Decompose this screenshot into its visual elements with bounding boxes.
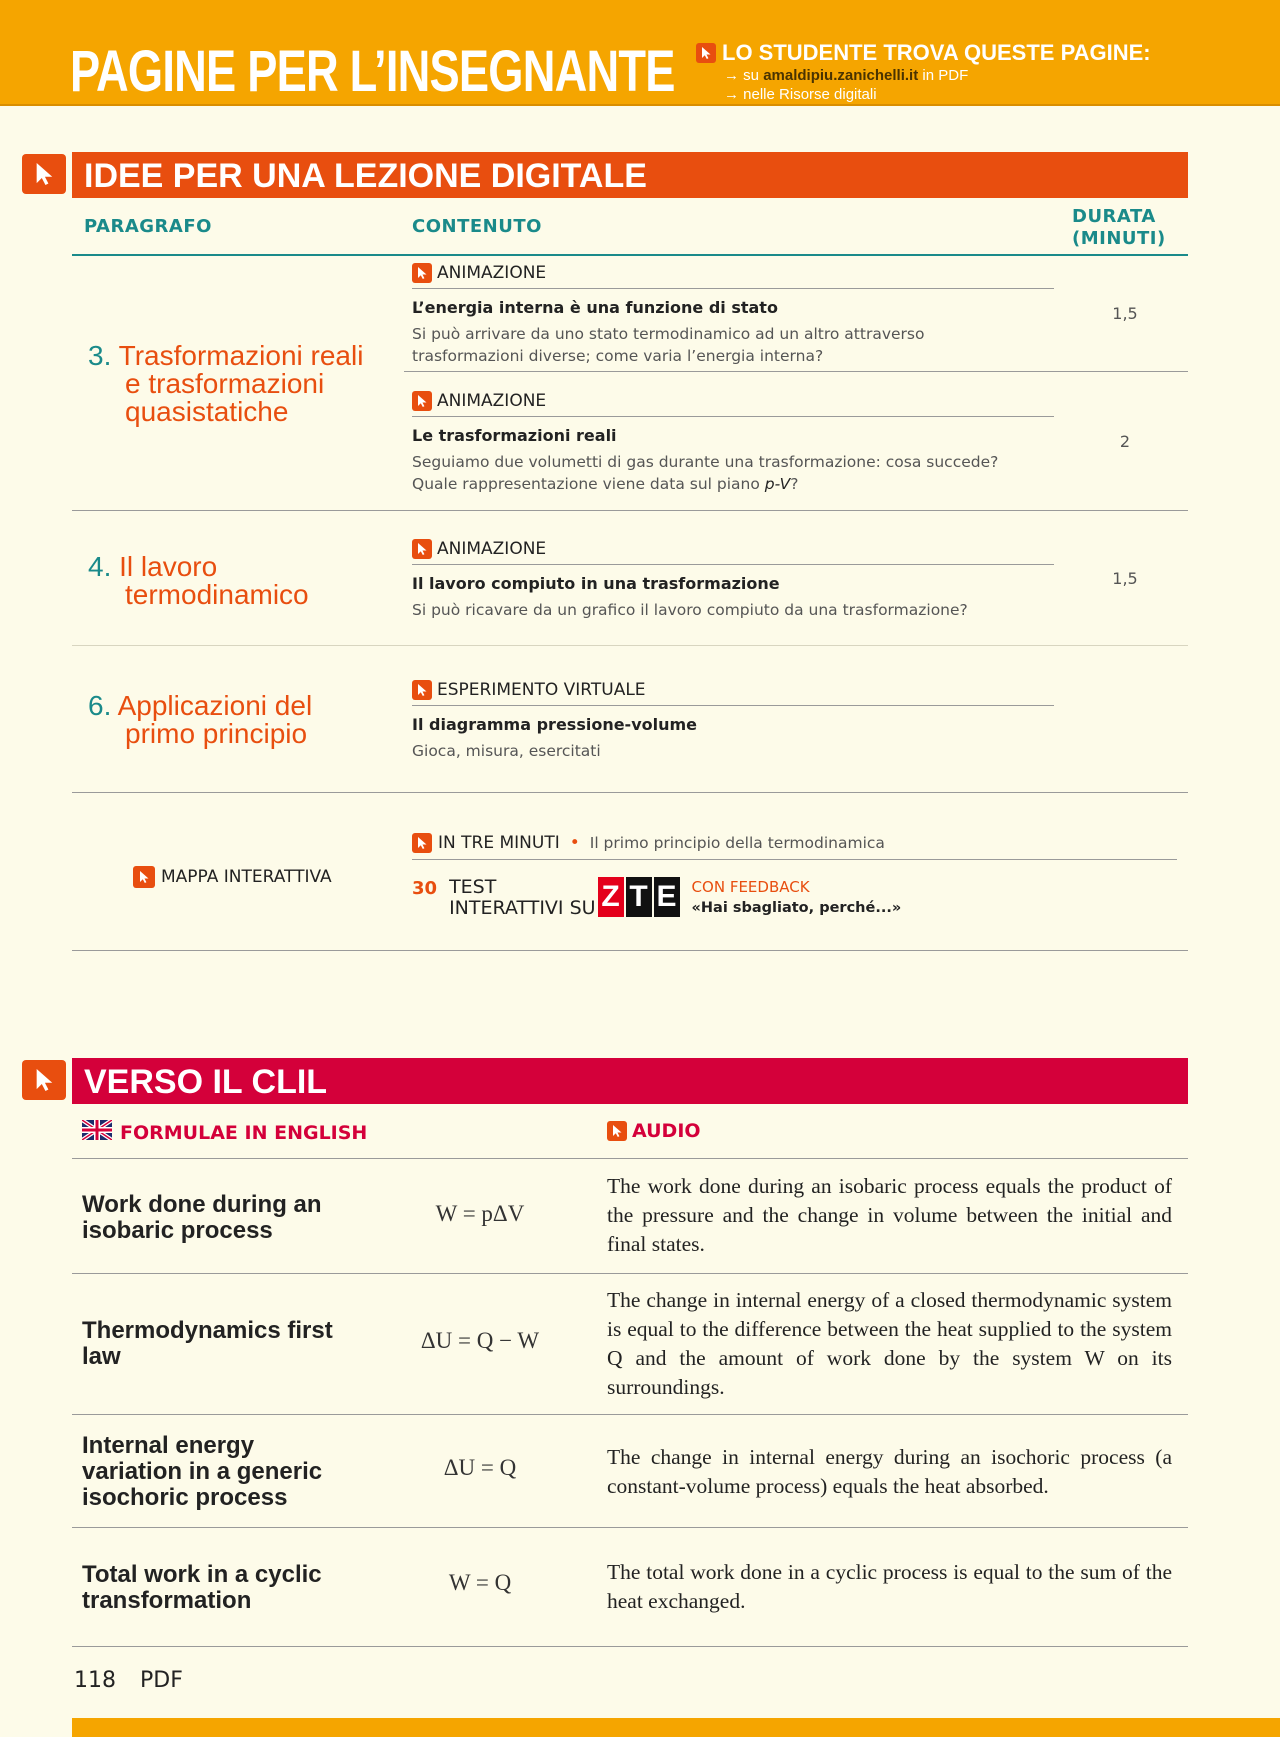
resource-title[interactable]: L’energia interna è una funzione di stato	[412, 298, 778, 317]
cursor-icon	[133, 866, 155, 888]
clil-formula: W = Q	[448, 1570, 512, 1595]
page-footer	[74, 1668, 183, 1693]
row-divider	[72, 1414, 1188, 1415]
row-divider	[72, 1527, 1188, 1528]
tests-count: 30	[412, 878, 438, 899]
cursor-icon	[607, 1121, 627, 1141]
uk-flag-icon	[82, 1120, 112, 1145]
interactive-map-link[interactable]: MAPPA INTERATTIVA	[133, 866, 332, 888]
row-divider	[72, 510, 1188, 511]
resource-type-animation[interactable]: ANIMAZIONE	[412, 263, 1054, 289]
row-divider	[72, 792, 1188, 793]
clil-description: The change in internal energy during an isochoric process (a constant-volume process) equals the heat absorbed.	[607, 1445, 1172, 1498]
clil-formula: ΔU = Q − W	[420, 1328, 540, 1353]
banner-title: PAGINE PER L’INSEGNANTE	[70, 39, 675, 104]
clil-description: The total work done in a cyclic process is equal to the sum of the heat exchanged.	[607, 1560, 1172, 1613]
zte-logo: Z T E	[598, 877, 680, 917]
col-header-duration: DURATA (MINUTI)	[1072, 206, 1166, 249]
header-divider	[72, 254, 1188, 256]
resource-description: Si può ricavare da un grafico il lavoro compiuto da una trasformazione?	[412, 601, 968, 619]
paragraph-4[interactable]: 4. Il lavoro termodinamico	[88, 551, 309, 610]
student-heading: LO STUDENTE TROVA QUESTE PAGINE:	[722, 40, 1151, 65]
clil-cursor-icon	[22, 1060, 66, 1100]
duration-value: 1,5	[1112, 569, 1138, 588]
site-link[interactable]: amaldipiu.zanichelli.it	[763, 67, 919, 84]
resource-description: Seguiamo due volumetti di gas durante una trasformazione: cosa succede? Quale rappresentazione viene data sul piano p-V?	[412, 453, 999, 493]
clil-description: The work done during an isobaric process equals the product of the pressure and the change in volume between the initial and final states.	[607, 1174, 1172, 1256]
student-line-site: → su amaldipiu.zanichelli.it in PDF	[724, 67, 969, 84]
cursor-icon	[412, 263, 432, 283]
col-header-paragraph: PARAGRAFO	[84, 216, 212, 237]
clil-term: Thermodynamics first law	[82, 1317, 333, 1370]
row-divider	[72, 950, 1188, 951]
resource-title[interactable]: Il lavoro compiuto in una trasformazione	[412, 574, 780, 593]
resource-type-animation[interactable]: ANIMAZIONE	[412, 391, 1054, 417]
student-info	[696, 40, 1151, 104]
paragraph-3[interactable]: 3. Trasformazioni reali e trasformazioni quasistatiche	[88, 340, 364, 427]
page-number: 118	[74, 1668, 116, 1693]
paragraph-6[interactable]: 6. Applicazioni del primo principio	[88, 690, 313, 749]
resource-title[interactable]: Le trasformazioni reali	[412, 426, 617, 445]
cursor-icon	[412, 833, 432, 853]
resource-title[interactable]: Il diagramma pressione-volume	[412, 715, 698, 734]
clil-description: The change in internal energy of a closed thermodynamic system is equal to the difference between the heat supplied to the system Q and the amount of work done by the system W on its surroundings.	[607, 1288, 1172, 1399]
clil-term: Work done during an isobaric process	[82, 1191, 322, 1244]
student-line-resources: → nelle Risorse digitali	[724, 86, 877, 103]
clil-term: Total work in a cyclic transformation	[82, 1561, 322, 1614]
clil-formula: W = pΔV	[435, 1201, 525, 1226]
resource-type-animation[interactable]: ANIMAZIONE	[412, 539, 1054, 565]
cursor-icon	[696, 43, 716, 63]
pdf-label: PDF	[140, 1668, 183, 1693]
row-divider	[72, 1158, 1188, 1159]
digital-lesson-title: IDEE PER UNA LEZIONE DIGITALE	[72, 152, 1188, 198]
duration-value: 1,5	[1112, 304, 1138, 323]
clil-term: Internal energy variation in a generic isochoric process	[82, 1432, 323, 1511]
cursor-icon	[412, 391, 432, 411]
three-minutes-link[interactable]: IN TRE MINUTI • Il primo principio della termodinamica	[412, 833, 1177, 860]
row-divider	[72, 1646, 1188, 1647]
cursor-icon	[412, 680, 432, 700]
digital-lesson-cursor-icon	[22, 154, 66, 194]
clil-title: VERSO IL CLIL	[72, 1058, 1188, 1104]
footer-bar	[72, 1718, 1280, 1737]
row-divider	[72, 645, 1188, 646]
row-divider	[72, 1273, 1188, 1274]
col-header-content: CONTENUTO	[412, 216, 542, 237]
formulae-in-english: FORMULAE IN ENGLISH	[82, 1120, 367, 1145]
resource-description: Gioca, misura, esercitati	[412, 742, 601, 760]
clil-formula: ΔU = Q	[443, 1455, 517, 1480]
page-banner	[0, 0, 1280, 106]
resource-type-virtual-experiment[interactable]: ESPERIMENTO VIRTUALE	[412, 680, 1054, 706]
resource-description: Si può arrivare da uno stato termodinamico ad un altro attraverso trasformazioni diverse; come varia l’energia interna?	[412, 325, 925, 365]
duration-value: 2	[1119, 432, 1131, 451]
row-divider	[404, 371, 1188, 372]
interactive-tests[interactable]: 30 TEST INTERATTIVI SU Z T E CON FEEDBACK «Hai sbagliato, perché...»	[412, 876, 902, 919]
cursor-icon	[412, 539, 432, 559]
audio-link[interactable]: AUDIO	[607, 1120, 701, 1142]
